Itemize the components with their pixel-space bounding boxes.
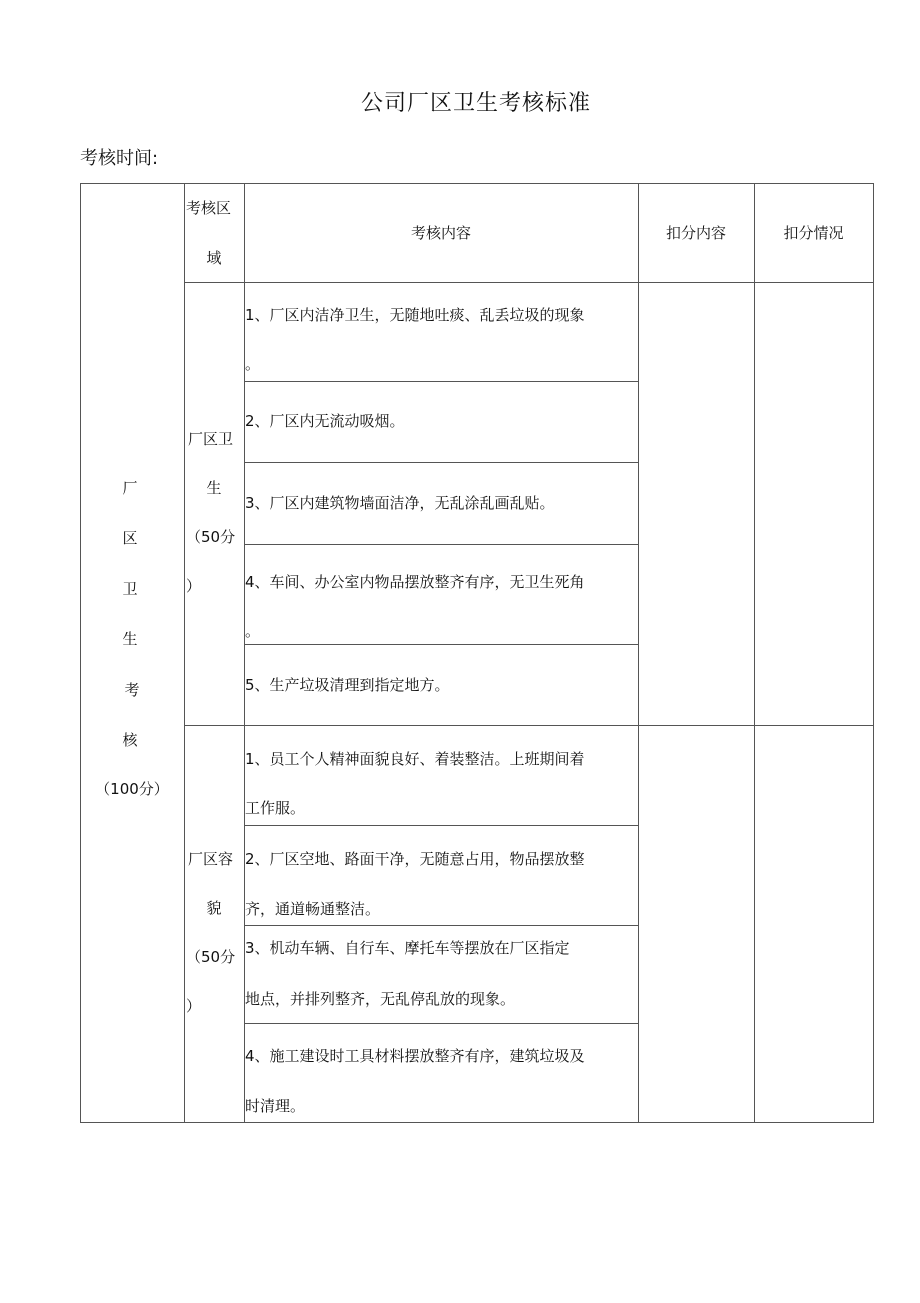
header-divider: [184, 282, 874, 283]
row-divider: [244, 644, 639, 645]
section-area-label: 厂区卫: [188, 430, 234, 448]
criterion-text: 3、机动车辆、自行车、摩托车等摆放在厂区指定: [245, 939, 570, 957]
header-area-label-line2: 域: [206, 249, 222, 267]
criterion-text: 3、厂区内建筑物墙面洁净，无乱涂乱画乱贴。: [245, 494, 555, 512]
criterion-text: 5、生产垃圾清理到指定地方。: [245, 676, 450, 694]
assessment-time-label: 考核时间:: [80, 148, 159, 169]
criterion-text: 地点，并排列整齐，无乱停乱放的现象。: [245, 990, 516, 1008]
criterion-text: 。: [245, 622, 261, 640]
row-divider: [244, 1023, 639, 1024]
criterion-text: 1、厂区内洁净卫生，无随地吐痰、乱丢垃圾的现象: [245, 306, 585, 324]
category-char: 卫: [122, 580, 138, 598]
section-area-score: （50分: [186, 948, 236, 966]
page-title: 公司厂区卫生考核标准: [360, 91, 591, 116]
section-divider: [184, 725, 874, 726]
section-area-score: （50分: [186, 528, 236, 546]
criterion-text: 时清理。: [245, 1097, 306, 1115]
header-area-label-line1: 考核区: [186, 199, 232, 217]
section-area-label: 貌: [206, 899, 222, 917]
header-deduct-content-label: 扣分内容: [665, 224, 726, 242]
row-divider: [244, 381, 639, 382]
table-border-left: [80, 183, 81, 1123]
criterion-text: 工作服。: [245, 799, 306, 817]
table-border-right: [873, 183, 874, 1123]
criterion-text: 1、员工个人精神面貌良好、着装整洁。上班期间着: [245, 750, 585, 768]
category-char: 核: [122, 731, 138, 749]
column-divider: [638, 183, 639, 1123]
criterion-text: 4、车间、办公室内物品摆放整齐有序，无卫生死角: [245, 573, 585, 591]
row-divider: [244, 825, 639, 826]
row-divider: [244, 544, 639, 545]
criterion-text: 。: [245, 355, 261, 373]
column-divider: [244, 183, 245, 1123]
criterion-text: 4、施工建设时工具材料摆放整齐有序，建筑垃圾及: [245, 1047, 585, 1065]
criterion-text: 2、厂区内无流动吸烟。: [245, 412, 405, 430]
category-char: 区: [122, 529, 138, 547]
category-char: 考: [124, 681, 140, 699]
section-area-score: ）: [186, 997, 202, 1015]
criterion-text: 2、厂区空地、路面干净，无随意占用，物品摆放整: [245, 850, 585, 868]
section-area-label: 厂区容: [188, 850, 234, 868]
section-area-label: 生: [206, 479, 222, 497]
category-score: （100分）: [95, 780, 169, 798]
category-char: 生: [122, 630, 138, 648]
category-char: 厂: [122, 479, 138, 497]
column-divider: [184, 183, 185, 1123]
header-deduct-status-label: 扣分情况: [783, 224, 844, 242]
row-divider: [244, 925, 639, 926]
criterion-text: 齐，通道畅通整洁。: [245, 900, 381, 918]
row-divider: [244, 462, 639, 463]
section-area-score: ）: [186, 577, 202, 595]
header-content-label: 考核内容: [410, 224, 471, 242]
column-divider: [754, 183, 755, 1123]
